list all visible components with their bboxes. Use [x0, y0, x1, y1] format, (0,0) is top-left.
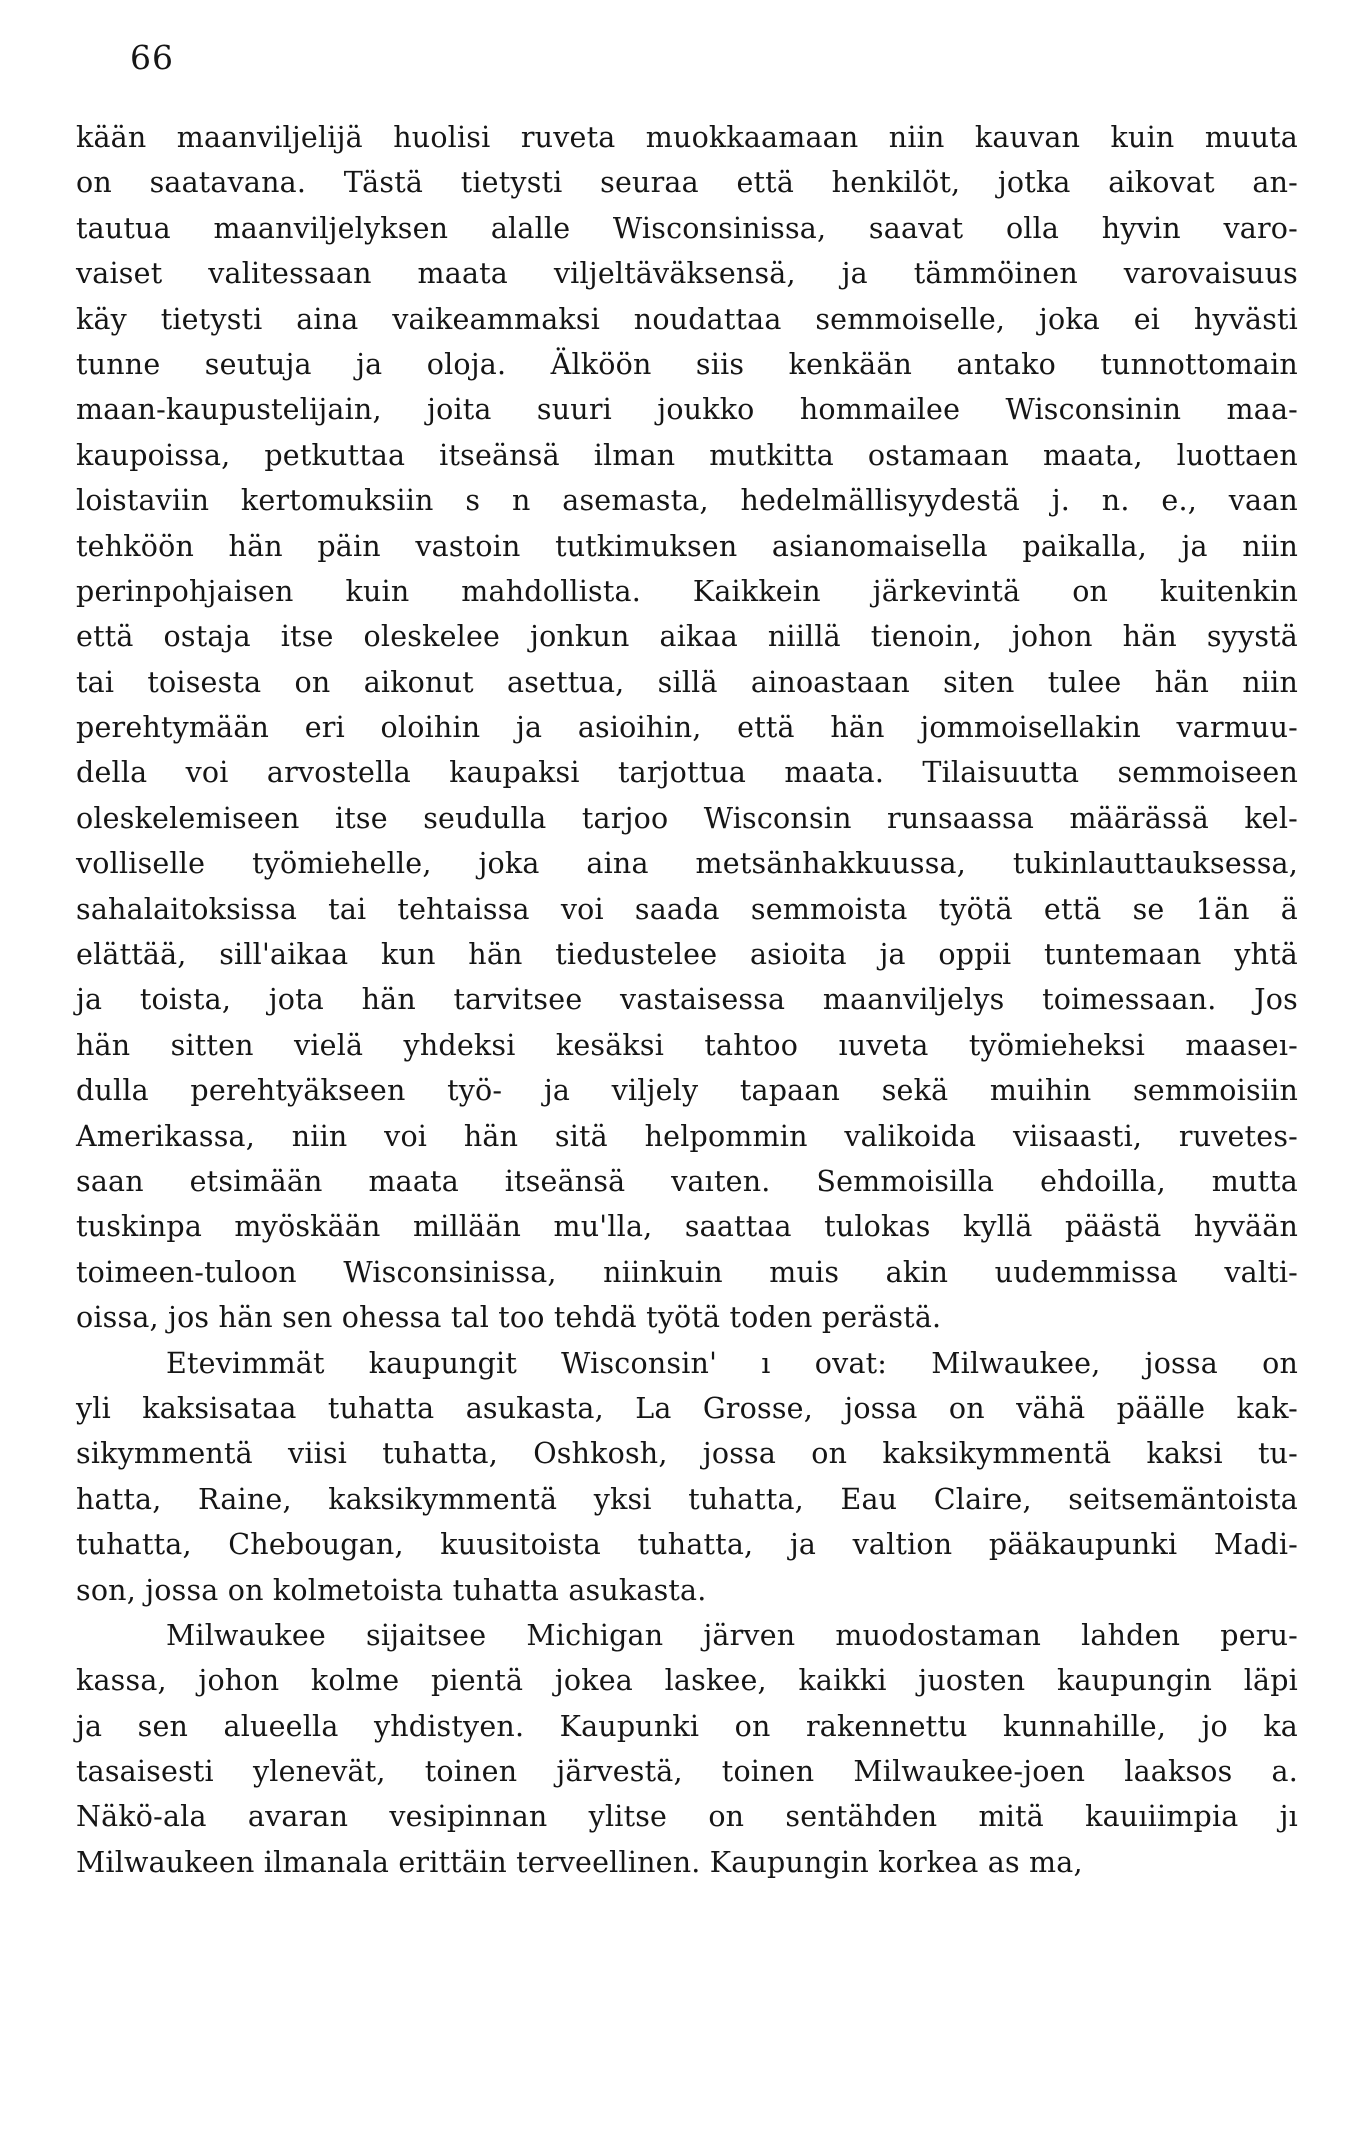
text-line: perinpohjaisen kuin mahdollista. Kaikkein järkevintä on kuitenkin — [76, 574, 1298, 608]
text-line: son, jossa on kolmetoista tuhatta asukasta. — [76, 1573, 707, 1607]
text-line: tasaisesti ylenevät, toinen järvestä, toinen Milwaukee-joen laaksos a. — [76, 1755, 1298, 1789]
text-line: toimeen-tuloon Wisconsinissa, niinkuin muis akin uudemmissa valti- — [76, 1255, 1298, 1289]
text-line: hän sitten vielä yhdeksi kesäksi tahtoo ıuveta työmieheksi maaseı- — [76, 1028, 1298, 1062]
text-line: tuskinpa myöskään millään mu'lla, saattaa tulokas kyllä päästä hyvään — [76, 1210, 1298, 1244]
text-line: kaupoissa, petkuttaa itseänsä ilman mutkitta ostamaan maata, luottaen — [76, 438, 1298, 472]
text-line: vaiset valitessaan maata viljeltäväksensä, ja tämmöinen varovaisuus — [76, 257, 1298, 291]
text-line: Amerikassa, niin voi hän sitä helpommin valikoida viisaasti, ruvetes- — [76, 1119, 1298, 1153]
text-line: kään maanviljelijä huolisi ruveta muokkaamaan niin kauvan kuin muuta — [76, 121, 1298, 154]
text-line: ja toista, jota hän tarvitsee vastaisessa maanviljelys toimessaan. Jos — [76, 983, 1298, 1017]
text-line: saan etsimään maata itseänsä vaıten. Semmoisilla ehdoilla, mutta — [76, 1164, 1298, 1198]
text-line: Milwaukee sijaitsee Michigan järven muodostaman lahden peru- — [166, 1618, 1298, 1652]
text-line: yli kaksisataa tuhatta asukasta, La Grosse, jossa on vähä päälle kak- — [76, 1391, 1298, 1425]
text-line: tai toisesta on aikonut asettua, sillä ainoastaan siten tulee hän niin — [76, 665, 1298, 699]
text-line: kassa, johon kolme pientä jokea laskee, kaikki juosten kaupungin läpi — [76, 1664, 1298, 1698]
text-line: loistaviin kertomuksiin s n asemasta, hedelmällisyydestä j. n. e., vaan — [76, 484, 1298, 518]
paragraph — [76, 1341, 1298, 1613]
text-line: volliselle työmiehelle, joka aina metsänhakkuussa, tukinlauttauksessa, — [76, 847, 1298, 881]
body-text — [76, 115, 1298, 1885]
text-line: oissa, jos hän sen ohessa tal too tehdä työtä toden perästä. — [76, 1301, 942, 1335]
text-line: käy tietysti aina vaikeammaksi noudattaa semmoiselle, joka ei hyvästi — [76, 302, 1298, 336]
paragraph — [76, 115, 1298, 1341]
text-line: sikymmentä viisi tuhatta, Oshkosh, jossa on kaksikymmentä kaksi tu- — [76, 1437, 1298, 1471]
text-line: että ostaja itse oleskelee jonkun aikaa niillä tienoin, johon hän syystä — [76, 620, 1298, 654]
text-line: Etevimmät kaupungit Wisconsin' ı ovat: Milwaukee, jossa on — [166, 1346, 1298, 1380]
text-line: dulla perehtyäkseen työ- ja viljely tapaan sekä muihin semmoisiin — [76, 1074, 1298, 1108]
text-line: della voi arvostella kaupaksi tarjottua maata. Tilaisuutta semmoiseen — [76, 756, 1298, 790]
text-line: on saatavana. Tästä tietysti seuraa että henkilöt, jotka aikovat an- — [76, 166, 1298, 200]
text-line: perehtymään eri oloihin ja asioihin, että hän jommoisellakin varmuu- — [76, 711, 1298, 745]
page-number: 66 — [130, 38, 174, 77]
text-line: tautua maanviljelyksen alalle Wisconsinissa, saavat olla hyvin varo- — [76, 211, 1298, 245]
text-line: Milwaukeen ilmanala erittäin terveellinen. Kaupungin korkea as ma, — [76, 1845, 1083, 1879]
text-line: Näkö-ala avaran vesipinnan ylitse on sentähden mitä kauıiimpia jı — [76, 1800, 1298, 1834]
text-line: elättää, sill'aikaa kun hän tiedustelee asioita ja oppii tuntemaan yhtä — [76, 938, 1298, 972]
text-line: hatta, Raine, kaksikymmentä yksi tuhatta, Eau Claire, seitsemäntoista — [76, 1482, 1298, 1516]
text-line: maan-kaupustelijain, joita suuri joukko hommailee Wisconsinin maa- — [76, 393, 1298, 427]
text-line: tunne seutuja ja oloja. Älköön siis kenkään antako tunnottomain — [76, 347, 1298, 381]
text-line: tuhatta, Chebougan, kuusitoista tuhatta, ja valtion pääkaupunki Madi- — [76, 1528, 1298, 1562]
text-line: oleskelemiseen itse seudulla tarjoo Wisconsin runsaassa määrässä kel- — [76, 801, 1298, 835]
paragraph — [76, 1613, 1298, 1885]
text-line: sahalaitoksissa tai tehtaissa voi saada semmoista työtä että se 1än ä — [76, 892, 1298, 926]
text-line: ja sen alueella yhdistyen. Kaupunki on rakennettu kunnahille, jo ka — [76, 1709, 1298, 1743]
text-line: tehköön hän päin vastoin tutkimuksen asianomaisella paikalla, ja niin — [76, 529, 1298, 563]
